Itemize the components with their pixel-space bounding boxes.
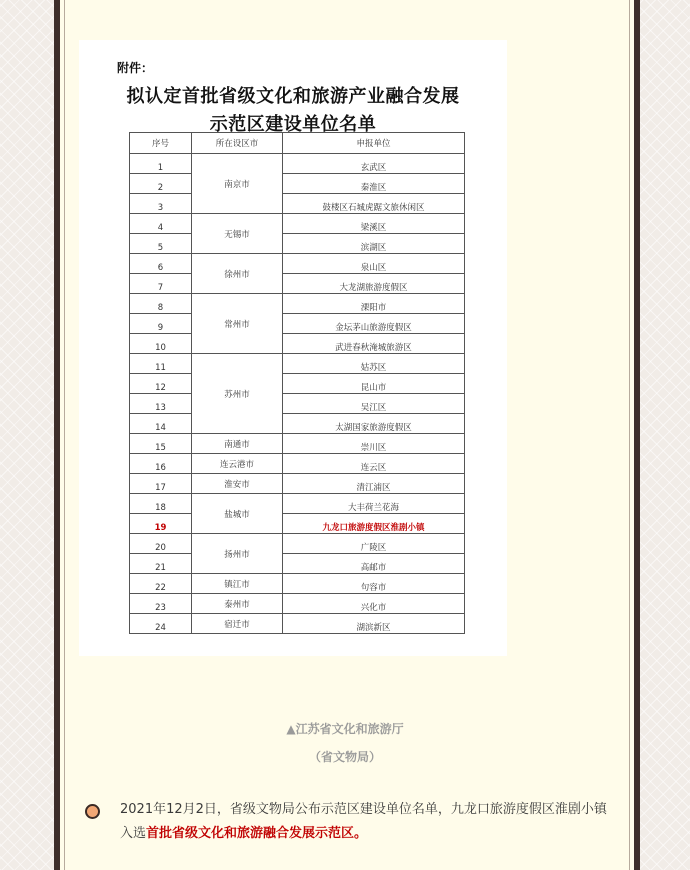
row-number: 4 (130, 214, 192, 234)
image-caption-source: （省文物局） (308, 750, 381, 764)
row-number: 18 (130, 494, 192, 514)
table-row (130, 214, 465, 234)
row-unit: 大龙湖旅游度假区 (283, 274, 465, 294)
row-number: 1 (130, 154, 192, 174)
row-city: 扬州市 (192, 534, 283, 574)
row-unit: 清江浦区 (283, 474, 465, 494)
row-unit: 梁溪区 (283, 214, 465, 234)
table-header-row (130, 133, 465, 154)
header-city: 所在设区市 (192, 133, 283, 154)
table-row (130, 314, 465, 334)
row-number: 11 (130, 354, 192, 374)
table-row (130, 294, 465, 314)
row-unit: 吴江区 (283, 394, 465, 414)
table-row (130, 454, 465, 474)
unit-list-table (129, 132, 465, 634)
table-row (130, 254, 465, 274)
row-number: 3 (130, 194, 192, 214)
row-unit: 太湖国家旅游度假区 (283, 414, 465, 434)
header-no: 序号 (130, 133, 192, 154)
row-unit: 玄武区 (283, 154, 465, 174)
row-number: 13 (130, 394, 192, 414)
row-number: 23 (130, 594, 192, 614)
row-number: 24 (130, 614, 192, 634)
row-city: 南通市 (192, 434, 283, 454)
table-row (130, 234, 465, 254)
paragraph-highlight: 首批省级文化和旅游融合发展示范区 (146, 826, 355, 841)
row-number: 8 (130, 294, 192, 314)
row-city: 宿迁市 (192, 614, 283, 634)
row-city: 苏州市 (192, 354, 283, 434)
table-row (130, 414, 465, 434)
row-city: 盐城市 (192, 494, 283, 534)
row-city: 徐州市 (192, 254, 283, 294)
row-city: 淮安市 (192, 474, 283, 494)
row-number: 2 (130, 174, 192, 194)
table-row (130, 494, 465, 514)
attachment-label: 附件： (117, 61, 154, 75)
paragraph-end: 。 (354, 826, 368, 841)
row-unit: 湖滨新区 (283, 614, 465, 634)
row-number: 9 (130, 314, 192, 334)
table-row (130, 554, 465, 574)
table-row (130, 174, 465, 194)
table-row (130, 354, 465, 374)
row-unit: 高邮市 (283, 554, 465, 574)
row-unit: 姑苏区 (283, 354, 465, 374)
row-unit: 兴化市 (283, 594, 465, 614)
row-city: 镇江市 (192, 574, 283, 594)
row-number: 6 (130, 254, 192, 274)
row-city: 泰州市 (192, 594, 283, 614)
document-title-line2: 示范区建设单位名单 (209, 114, 377, 135)
row-unit: 溧阳市 (283, 294, 465, 314)
header-unit: 申报单位 (283, 133, 465, 154)
table-row (130, 334, 465, 354)
table-row (130, 594, 465, 614)
document-title-line1: 拟认定首批省级文化和旅游产业融合发展 (126, 86, 460, 107)
table-row (130, 274, 465, 294)
row-unit: 大丰荷兰花海 (283, 494, 465, 514)
row-number: 17 (130, 474, 192, 494)
row-city: 无锡市 (192, 214, 283, 254)
table-row (130, 534, 465, 554)
row-city: 常州市 (192, 294, 283, 354)
row-unit: 句容市 (283, 574, 465, 594)
row-number: 10 (130, 334, 192, 354)
paragraph-text: 2021年12月2日，省级文物局公布示范区建设单位名单，九龙口旅游度假区淮剧小镇入选 (120, 802, 607, 841)
table-row (130, 574, 465, 594)
row-number: 22 (130, 574, 192, 594)
row-unit: 鼓楼区石城虎踞文旅休闲区 (283, 194, 465, 214)
row-number: 16 (130, 454, 192, 474)
image-caption: ▲江苏省文化和旅游厅 (286, 722, 404, 736)
row-unit: 昆山市 (283, 374, 465, 394)
row-unit: 崇川区 (283, 434, 465, 454)
table-row (130, 394, 465, 414)
row-unit: 泉山区 (283, 254, 465, 274)
row-unit: 连云区 (283, 454, 465, 474)
row-unit: 滨湖区 (283, 234, 465, 254)
row-unit: 秦淮区 (283, 174, 465, 194)
table-row (130, 514, 465, 534)
row-unit: 武进春秋淹城旅游区 (283, 334, 465, 354)
row-number: 21 (130, 554, 192, 574)
bullet-dot-icon (85, 804, 100, 819)
row-city: 连云港市 (192, 454, 283, 474)
row-unit: 广陵区 (283, 534, 465, 554)
article-paragraph (120, 798, 610, 846)
row-number: 5 (130, 234, 192, 254)
document-image (79, 40, 507, 656)
row-number: 14 (130, 414, 192, 434)
table-row (130, 154, 465, 174)
table-row (130, 194, 465, 214)
row-number: 15 (130, 434, 192, 454)
row-unit: 金坛茅山旅游度假区 (283, 314, 465, 334)
table-row (130, 474, 465, 494)
row-number: 19 (130, 514, 192, 534)
row-number: 20 (130, 534, 192, 554)
row-unit: 九龙口旅游度假区淮剧小镇 (283, 514, 465, 534)
row-city: 南京市 (192, 154, 283, 214)
row-number: 7 (130, 274, 192, 294)
table-row (130, 434, 465, 454)
table-row (130, 614, 465, 634)
row-number: 12 (130, 374, 192, 394)
table-row (130, 374, 465, 394)
